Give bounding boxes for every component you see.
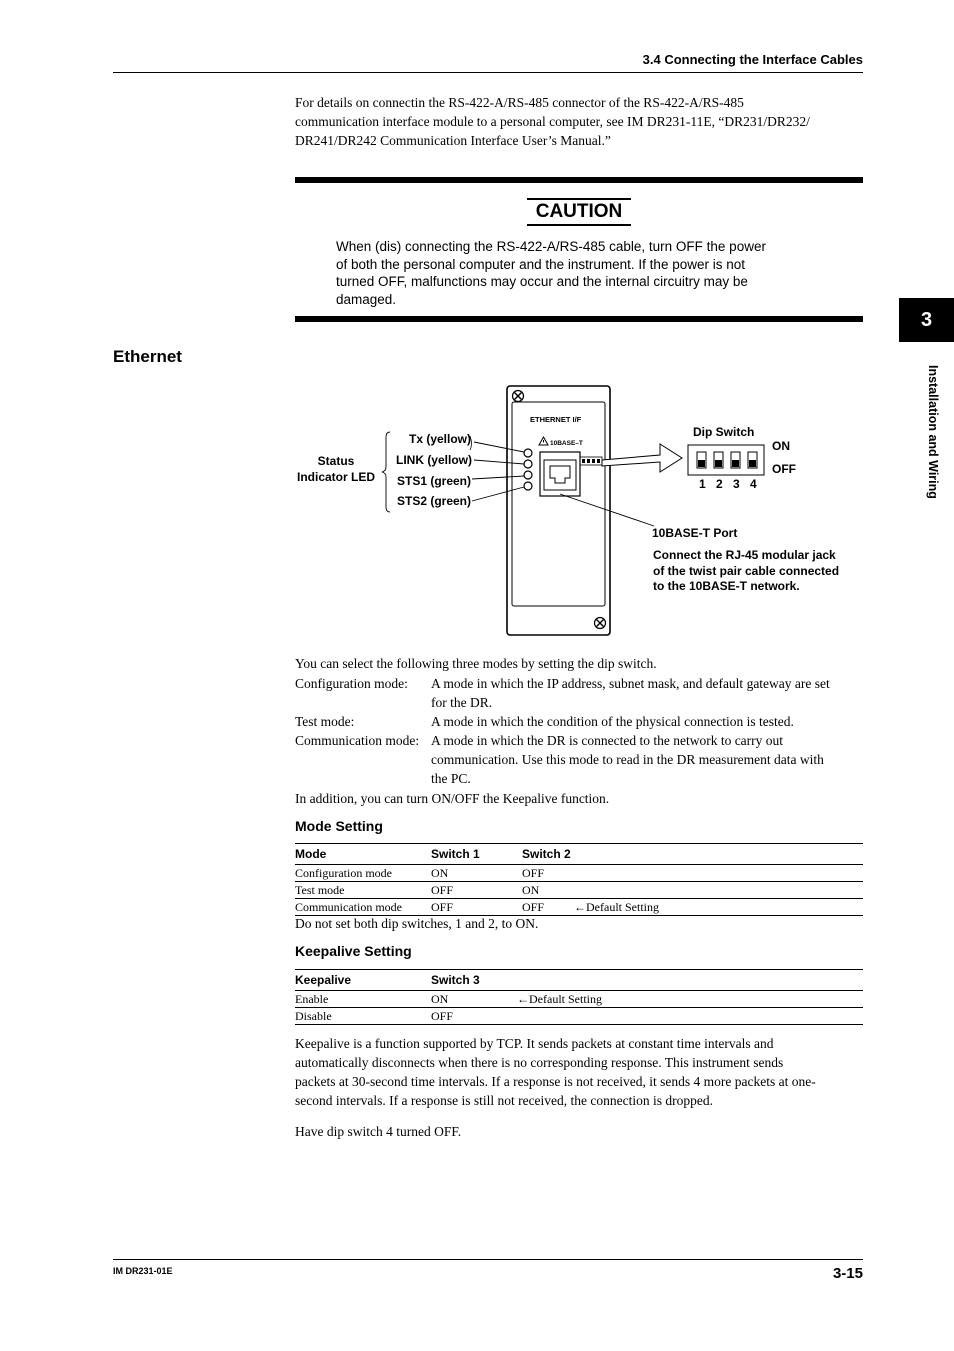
table-row (295, 991, 863, 1008)
intro-line: DR241/DR242 Communication Interface User’s Manual.” (295, 133, 611, 148)
dip-arrow (602, 444, 682, 472)
table-header-row (295, 844, 863, 865)
mode-desc-line: the PC. (431, 771, 471, 786)
dip4-note: Have dip switch 4 turned OFF. (295, 1124, 462, 1139)
keepalive-setting-table (295, 970, 863, 1025)
mode-desc-line: A mode in which the DR is connected to the network to carry out (431, 733, 784, 748)
page-number: 3-15 (832, 1265, 863, 1282)
intro-line: communication interface module to a personal computer, see IM DR231-11E, “DR231/DR232/ (295, 114, 810, 129)
table-row (295, 865, 863, 882)
ethernet-diagram (290, 380, 870, 642)
footer-rule (113, 1259, 863, 1260)
modes-intro: You can select the following three modes by setting the dip switch. (295, 656, 657, 671)
caution-line: of both the personal computer and the instrument. If the power is not (336, 256, 745, 272)
keepalive-line: second intervals. If a response is still not received, the connection is dropped. (295, 1093, 714, 1108)
chapter-tab: 3 (899, 298, 954, 342)
status-brace (382, 432, 390, 512)
table-row (295, 899, 863, 916)
table-cell: Configuration mode (295, 865, 431, 882)
mode-desc-line: communication. Use this mode to read in the DR measurement data with (431, 752, 824, 767)
caution-text (336, 238, 766, 308)
header-rule (113, 72, 863, 73)
table-cell: ON (431, 865, 522, 882)
keepalive-line: automatically disconnects when there is no corresponding response. This instrument sends (295, 1055, 784, 1070)
keepalive-paragraph (295, 1034, 865, 1110)
intro-paragraph (295, 93, 865, 150)
mode-desc-line: for the DR. (431, 695, 493, 710)
table-cell: Disable (295, 1008, 431, 1025)
table-cell: Communication mode (295, 899, 431, 916)
led-label-sts1: STS1 (green) (396, 474, 471, 488)
keepalive-line: packets at 30-second time intervals. If a response is not received, it sends 4 more packets at one- (295, 1074, 816, 1089)
table-cell: OFF (522, 899, 574, 916)
ethernet-module-drawing (290, 380, 870, 642)
chapter-side-label: Installation and Wiring (926, 365, 940, 499)
footer-doc-id: IM DR231-01E (113, 1266, 173, 1276)
port-description (653, 548, 839, 595)
ethernet-heading: Ethernet (113, 347, 182, 366)
caution-line: damaged. (336, 291, 397, 307)
mode-setting-note: Do not set both dip switches, 1 and 2, to ON. (295, 916, 539, 931)
table-row (295, 882, 863, 899)
table-cell: Enable (295, 991, 431, 1008)
panel-label: ETHERNET I/F (530, 415, 582, 424)
led-label-link: LINK (yellow) (395, 453, 472, 467)
column-header: Mode (295, 847, 327, 861)
table-cell: Test mode (295, 882, 431, 899)
dip-number: 1 (699, 477, 706, 491)
table-cell: ON (431, 991, 517, 1008)
mode-setting-table (295, 844, 863, 916)
table-cell (574, 882, 863, 899)
port-title: 10BASE-T Port (652, 526, 738, 540)
caution-line: When (dis) connecting the RS-422-A/RS-485 cable, turn OFF the power (336, 239, 766, 254)
dip-on-label: ON (772, 439, 790, 453)
table-row (295, 1008, 863, 1025)
port-desc-line: Connect the RJ-45 modular jack (653, 548, 836, 562)
dip-off-label: OFF (772, 462, 796, 476)
status-label-line: Indicator LED (296, 470, 375, 484)
table-cell: ←Default Setting (517, 991, 863, 1008)
mode-desc (431, 712, 865, 731)
keepalive-line: Keepalive is a function supported by TCP. It sends packets at constant time intervals and (295, 1036, 774, 1051)
table-cell: OFF (431, 899, 522, 916)
mode-desc-line: A mode in which the condition of the physical connection is tested. (431, 714, 794, 729)
mode-setting-heading: Mode Setting (295, 818, 383, 834)
dip-switch-label: Dip Switch (693, 425, 755, 439)
mode-desc (431, 731, 865, 788)
status-label-line: Status (317, 454, 355, 468)
mode-term: Configuration mode: (295, 676, 408, 691)
port-desc-line: of the twist pair cable connected (653, 563, 840, 578)
section-header: 3.4 Connecting the Interface Cables (642, 52, 863, 67)
caution-top-bar (295, 177, 863, 183)
dip-number: 3 (733, 477, 740, 491)
table-cell: ON (522, 882, 574, 899)
dip-number: 4 (750, 477, 757, 491)
table-cell (574, 865, 863, 882)
column-header: Switch 3 (431, 973, 480, 987)
mode-desc (431, 674, 865, 712)
table-cell: OFF (431, 882, 522, 899)
mode-term: Communication mode: (295, 733, 420, 748)
intro-line: For details on connectin the RS-422-A/RS-485 connector of the RS-422-A/RS-485 (295, 95, 744, 110)
keepalive-intro: In addition, you can turn ON/OFF the Keepalive function. (295, 791, 610, 806)
dip-switch-enlarged (688, 445, 764, 475)
led-label-tx: Tx (yellow) (408, 432, 471, 446)
column-header: Keepalive (295, 973, 352, 987)
table-cell (517, 1008, 863, 1025)
caution-line: turned OFF, malfunctions may occur and the internal circuitry may be (336, 274, 748, 289)
port-desc-line: to the 10BASE-T network. (653, 579, 800, 593)
caution-bottom-bar (295, 316, 863, 322)
table-cell: OFF (522, 865, 574, 882)
led-label-sts2: STS2 (green) (396, 494, 471, 508)
keepalive-setting-heading: Keepalive Setting (295, 943, 412, 959)
mode-desc-line: A mode in which the IP address, subnet mask, and default gateway are set (431, 676, 830, 691)
status-label (296, 453, 376, 485)
column-header: Switch 2 (522, 847, 571, 861)
caution-title: CAUTION (527, 198, 631, 226)
table-header-row (295, 970, 863, 991)
mode-term: Test mode: (295, 714, 355, 729)
table-cell: ←Default Setting (574, 899, 863, 916)
column-header: Switch 1 (431, 847, 480, 861)
port-panel-label: 10BASE–T (550, 440, 583, 447)
dip-number: 2 (716, 477, 723, 491)
table-cell: OFF (431, 1008, 517, 1025)
